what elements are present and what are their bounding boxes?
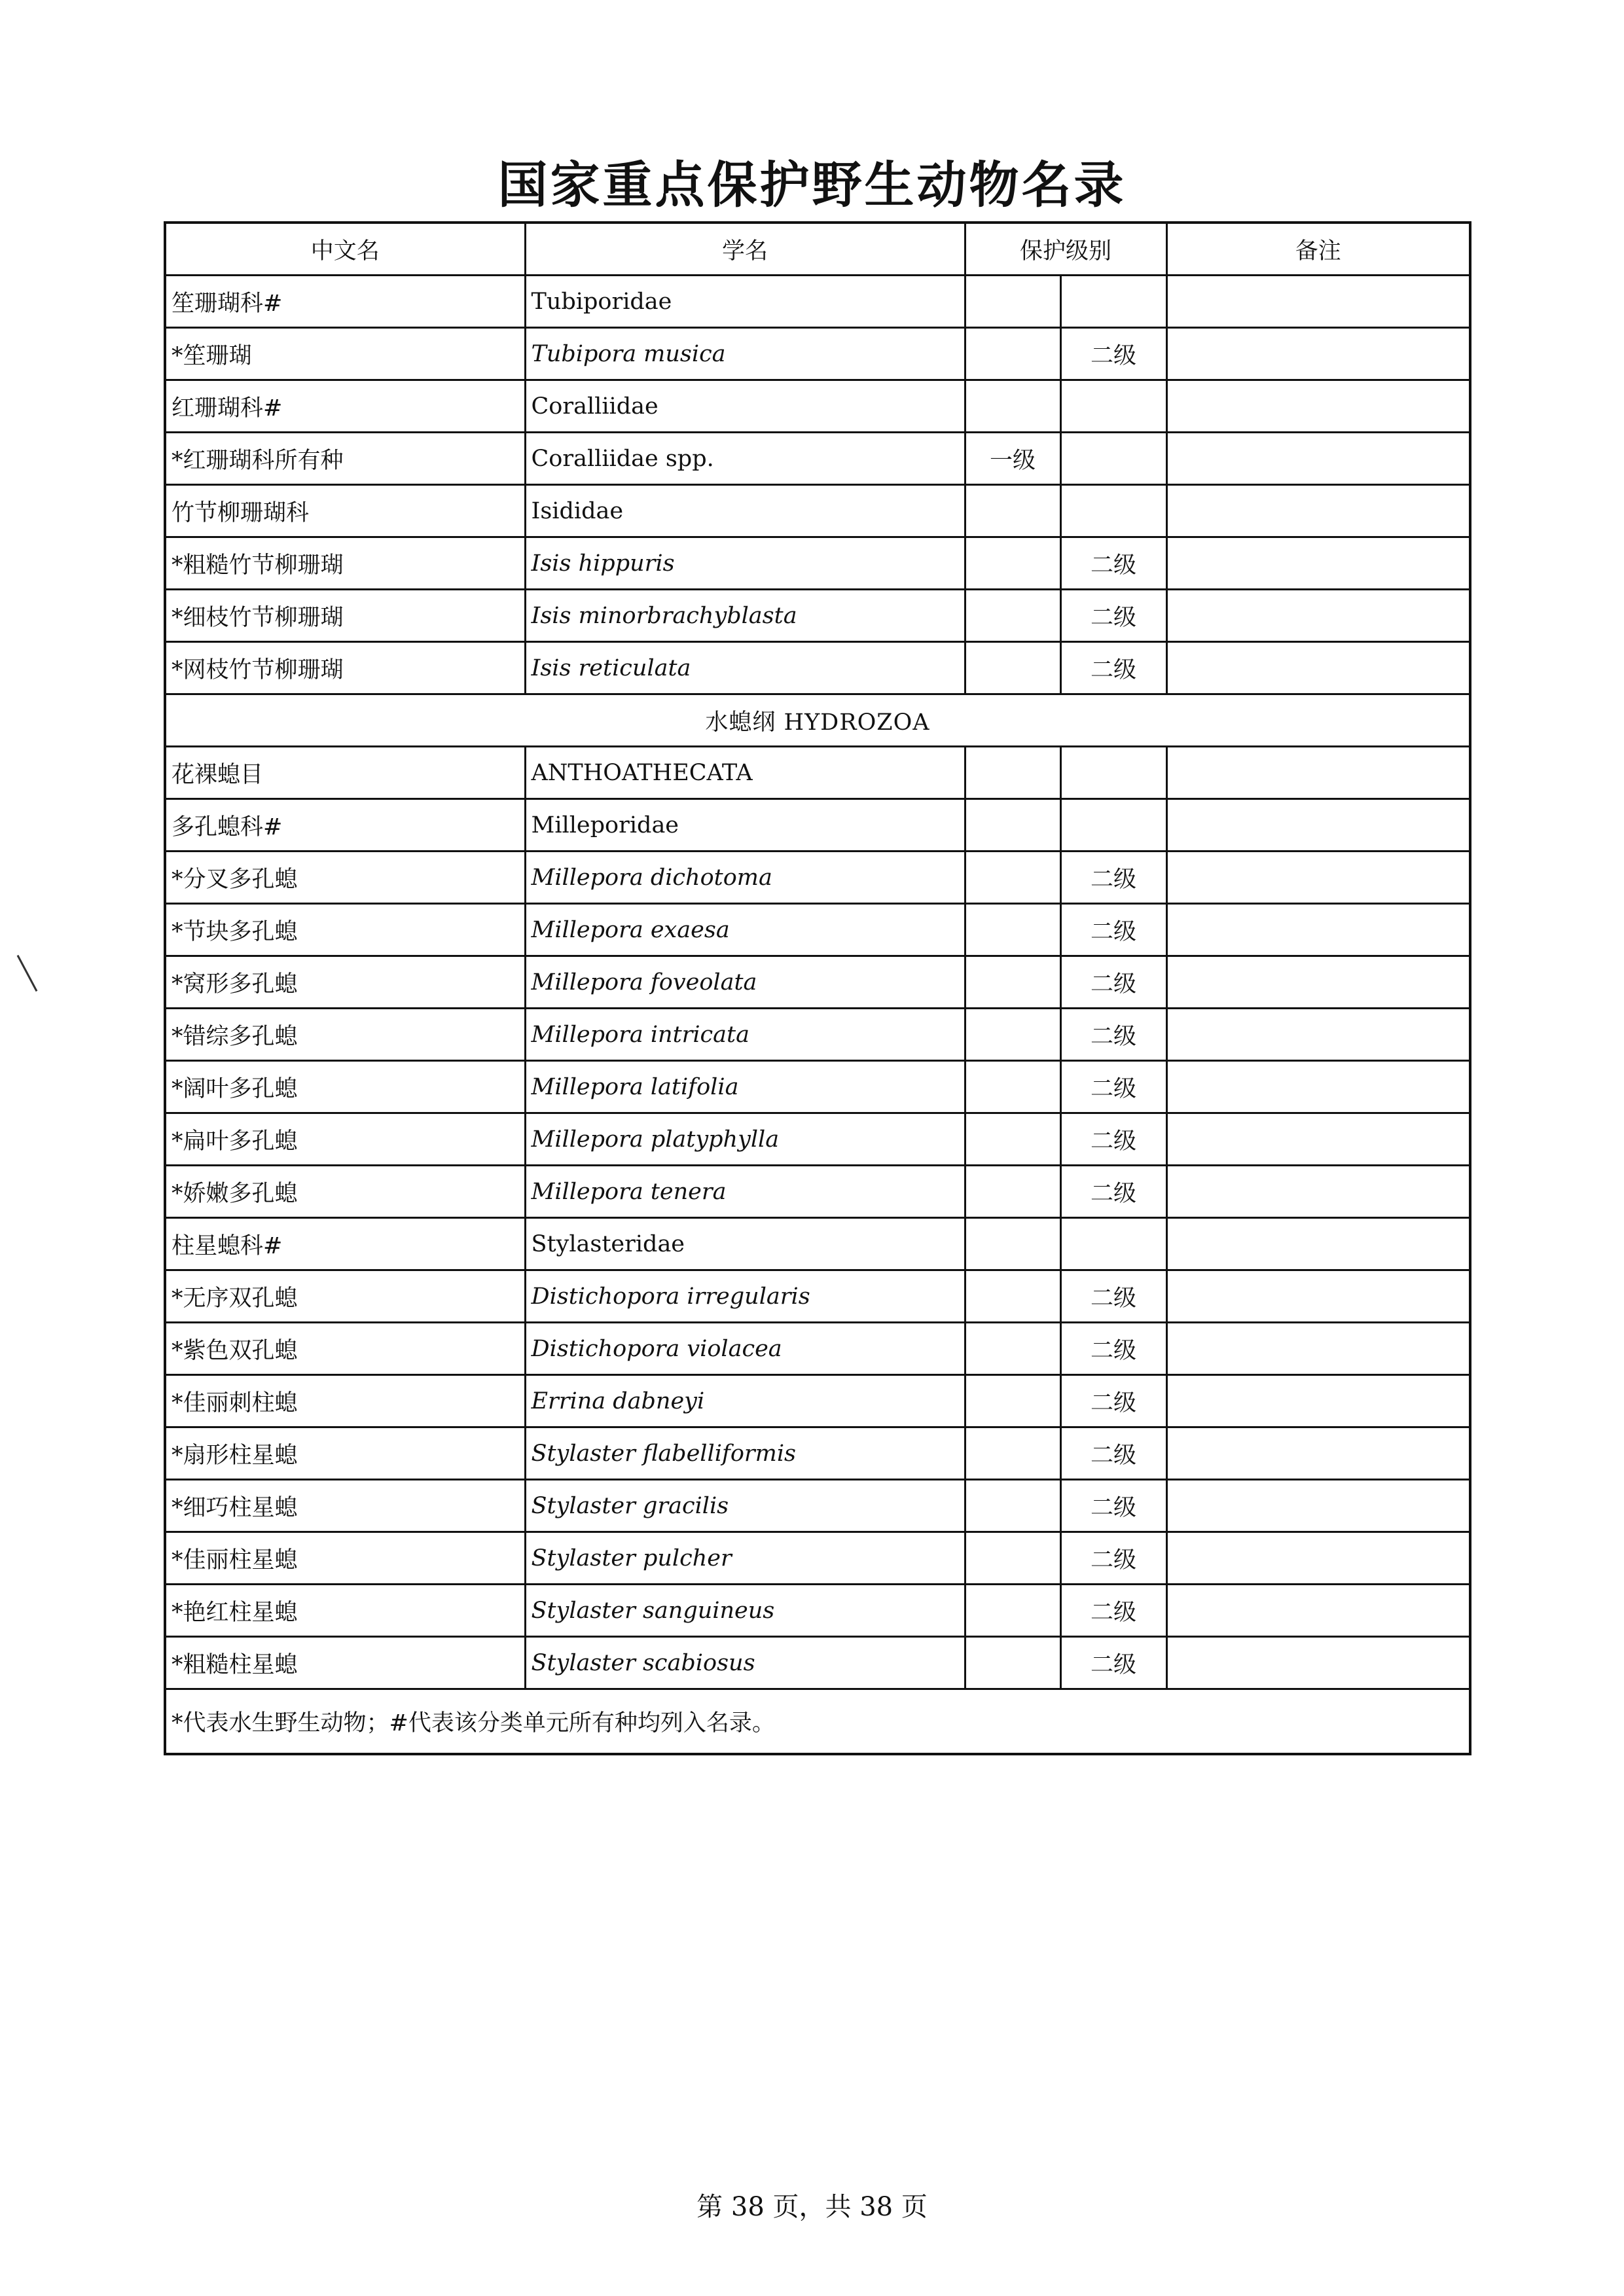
level-one-cell [965, 1637, 1060, 1689]
table-row [165, 1637, 1470, 1689]
level-two-cell: 二级 [1060, 1113, 1166, 1166]
chinese-name-cell: 笙珊瑚科# [165, 276, 525, 328]
level-two-cell: 二级 [1060, 328, 1166, 380]
level-one-cell [965, 1113, 1060, 1166]
chinese-name-cell: *网枝竹节柳珊瑚 [165, 642, 525, 694]
chinese-name-cell: 红珊瑚科# [165, 380, 525, 433]
level-two-cell: 二级 [1060, 1480, 1166, 1532]
level-one-cell [965, 537, 1060, 590]
table-row [165, 956, 1470, 1009]
table-row [165, 1585, 1470, 1637]
scientific-name-cell: ANTHOATHECATA [525, 747, 965, 799]
level-one-cell [965, 1427, 1060, 1480]
remarks-cell [1166, 1270, 1470, 1323]
species-list-table [164, 221, 1471, 1755]
remarks-cell [1166, 276, 1470, 328]
chinese-name-cell: *窝形多孔螅 [165, 956, 525, 1009]
level-two-cell [1060, 1218, 1166, 1270]
chinese-name-cell: *笙珊瑚 [165, 328, 525, 380]
level-one-cell [965, 485, 1060, 537]
header-protection-level: 保护级别 [965, 223, 1166, 276]
scientific-name-cell: Isis reticulata [525, 642, 965, 694]
footnote: *代表水生野生动物；#代表该分类单元所有种均列入名录。 [165, 1689, 1470, 1755]
remarks-cell [1166, 1532, 1470, 1585]
table-row [165, 328, 1470, 380]
chinese-name-cell: *佳丽刺柱螅 [165, 1375, 525, 1427]
level-one-cell: 一级 [965, 433, 1060, 485]
level-two-cell: 二级 [1060, 590, 1166, 642]
remarks-cell [1166, 537, 1470, 590]
level-two-cell: 二级 [1060, 1009, 1166, 1061]
table-row [165, 1166, 1470, 1218]
chinese-name-cell: *红珊瑚科所有种 [165, 433, 525, 485]
scientific-name-cell: Tubiporidae [525, 276, 965, 328]
level-two-cell: 二级 [1060, 1166, 1166, 1218]
level-one-cell [965, 1061, 1060, 1113]
level-one-cell [965, 1532, 1060, 1585]
header-scientific-name: 学名 [525, 223, 965, 276]
level-one-cell [965, 904, 1060, 956]
table-row [165, 1061, 1470, 1113]
level-one-cell [965, 380, 1060, 433]
chinese-name-cell: *扇形柱星螅 [165, 1427, 525, 1480]
table-row [165, 380, 1470, 433]
level-one-cell [965, 1009, 1060, 1061]
level-one-cell [965, 328, 1060, 380]
level-two-cell [1060, 485, 1166, 537]
table-body [165, 276, 1470, 1689]
remarks-cell [1166, 1113, 1470, 1166]
scientific-name-cell: Millepora platyphylla [525, 1113, 965, 1166]
chinese-name-cell: *细巧柱星螅 [165, 1480, 525, 1532]
scientific-name-cell: Distichopora irregularis [525, 1270, 965, 1323]
level-two-cell: 二级 [1060, 852, 1166, 904]
scientific-name-cell: Distichopora violacea [525, 1323, 965, 1375]
table-row [165, 433, 1470, 485]
table-row [165, 1375, 1470, 1427]
level-one-cell [965, 1585, 1060, 1637]
table-row [165, 642, 1470, 694]
scientific-name-cell: Stylaster scabiosus [525, 1637, 965, 1689]
remarks-cell [1166, 747, 1470, 799]
scientific-name-cell: Millepora latifolia [525, 1061, 965, 1113]
chinese-name-cell: *粗糙竹节柳珊瑚 [165, 537, 525, 590]
scientific-name-cell: Isis minorbrachyblasta [525, 590, 965, 642]
scientific-name-cell: Stylaster gracilis [525, 1480, 965, 1532]
chinese-name-cell: *粗糙柱星螅 [165, 1637, 525, 1689]
level-two-cell [1060, 433, 1166, 485]
table-row [165, 1270, 1470, 1323]
level-two-cell: 二级 [1060, 1375, 1166, 1427]
scientific-name-cell: Millepora exaesa [525, 904, 965, 956]
level-two-cell [1060, 799, 1166, 852]
scientific-name-cell: Stylaster flabelliformis [525, 1427, 965, 1480]
chinese-name-cell: *艳红柱星螅 [165, 1585, 525, 1637]
remarks-cell [1166, 1218, 1470, 1270]
table-row [165, 1480, 1470, 1532]
scientific-name-cell: Millepora foveolata [525, 956, 965, 1009]
level-one-cell [965, 276, 1060, 328]
level-one-cell [965, 642, 1060, 694]
table-row [165, 904, 1470, 956]
level-two-cell: 二级 [1060, 904, 1166, 956]
level-one-cell [965, 1375, 1060, 1427]
scientific-name-cell: Stylaster sanguineus [525, 1585, 965, 1637]
level-two-cell: 二级 [1060, 1323, 1166, 1375]
remarks-cell [1166, 1009, 1470, 1061]
chinese-name-cell: 柱星螅科# [165, 1218, 525, 1270]
scientific-name-cell: Coralliidae spp. [525, 433, 965, 485]
chinese-name-cell: 竹节柳珊瑚科 [165, 485, 525, 537]
table-row [165, 747, 1470, 799]
page-footer: 第 38 页，共 38 页 [696, 2192, 928, 2222]
remarks-cell [1166, 1427, 1470, 1480]
level-one-cell [965, 1323, 1060, 1375]
scientific-name-cell: Isis hippuris [525, 537, 965, 590]
table-row [165, 852, 1470, 904]
remarks-cell [1166, 1637, 1470, 1689]
chinese-name-cell: *扁叶多孔螅 [165, 1113, 525, 1166]
remarks-cell [1166, 642, 1470, 694]
remarks-cell [1166, 799, 1470, 852]
remarks-cell [1166, 852, 1470, 904]
table-row [165, 485, 1470, 537]
chinese-name-cell: *佳丽柱星螅 [165, 1532, 525, 1585]
section-heading: 水螅纲 HYDROZOA [165, 694, 1470, 747]
level-one-cell [965, 1166, 1060, 1218]
scientific-name-cell: Millepora dichotoma [525, 852, 965, 904]
level-two-cell: 二级 [1060, 1637, 1166, 1689]
table-row [165, 1323, 1470, 1375]
chinese-name-cell: 多孔螅科# [165, 799, 525, 852]
table-row [165, 1113, 1470, 1166]
level-two-cell: 二级 [1060, 1061, 1166, 1113]
table-row [165, 537, 1470, 590]
level-one-cell [965, 747, 1060, 799]
chinese-name-cell: *阔叶多孔螅 [165, 1061, 525, 1113]
level-two-cell: 二级 [1060, 1585, 1166, 1637]
level-one-cell [965, 956, 1060, 1009]
level-one-cell [965, 590, 1060, 642]
table-row [165, 1532, 1470, 1585]
chinese-name-cell: *节块多孔螅 [165, 904, 525, 956]
page-title: 国家重点保护野生动物名录 [497, 156, 1127, 214]
chinese-name-cell: *分叉多孔螅 [165, 852, 525, 904]
remarks-cell [1166, 904, 1470, 956]
level-one-cell [965, 1218, 1060, 1270]
level-two-cell [1060, 380, 1166, 433]
chinese-name-cell: *娇嫩多孔螅 [165, 1166, 525, 1218]
remarks-cell [1166, 1061, 1470, 1113]
level-two-cell: 二级 [1060, 1270, 1166, 1323]
section-row [165, 694, 1470, 747]
header-remarks: 备注 [1166, 223, 1470, 276]
chinese-name-cell: *无序双孔螅 [165, 1270, 525, 1323]
chinese-name-cell: *紫色双孔螅 [165, 1323, 525, 1375]
table-row [165, 590, 1470, 642]
level-two-cell [1060, 276, 1166, 328]
level-two-cell [1060, 747, 1166, 799]
table-header-row [165, 223, 1470, 276]
level-one-cell [965, 852, 1060, 904]
level-two-cell: 二级 [1060, 537, 1166, 590]
remarks-cell [1166, 328, 1470, 380]
scientific-name-cell: Isididae [525, 485, 965, 537]
chinese-name-cell: *细枝竹节柳珊瑚 [165, 590, 525, 642]
remarks-cell [1166, 1480, 1470, 1532]
scientific-name-cell: Stylasteridae [525, 1218, 965, 1270]
scientific-name-cell: Coralliidae [525, 380, 965, 433]
table-row [165, 1218, 1470, 1270]
chinese-name-cell: *错综多孔螅 [165, 1009, 525, 1061]
remarks-cell [1166, 1166, 1470, 1218]
level-two-cell: 二级 [1060, 1532, 1166, 1585]
level-one-cell [965, 1270, 1060, 1323]
scientific-name-cell: Stylaster pulcher [525, 1532, 965, 1585]
scientific-name-cell: Tubipora musica [525, 328, 965, 380]
remarks-cell [1166, 485, 1470, 537]
level-one-cell [965, 1480, 1060, 1532]
remarks-cell [1166, 590, 1470, 642]
remarks-cell [1166, 956, 1470, 1009]
table-row [165, 1427, 1470, 1480]
table-row [165, 1009, 1470, 1061]
footnote-row [165, 1689, 1470, 1755]
remarks-cell [1166, 1585, 1470, 1637]
scientific-name-cell: Errina dabneyi [525, 1375, 965, 1427]
remarks-cell [1166, 1375, 1470, 1427]
remarks-cell [1166, 380, 1470, 433]
remarks-cell [1166, 433, 1470, 485]
scientific-name-cell: Millepora intricata [525, 1009, 965, 1061]
level-two-cell: 二级 [1060, 642, 1166, 694]
table-row [165, 799, 1470, 852]
level-two-cell: 二级 [1060, 956, 1166, 1009]
scan-mark [17, 955, 38, 992]
level-two-cell: 二级 [1060, 1427, 1166, 1480]
remarks-cell [1166, 1323, 1470, 1375]
chinese-name-cell: 花裸螅目 [165, 747, 525, 799]
header-chinese-name: 中文名 [165, 223, 525, 276]
level-one-cell [965, 799, 1060, 852]
table-row [165, 276, 1470, 328]
scientific-name-cell: Milleporidae [525, 799, 965, 852]
scientific-name-cell: Millepora tenera [525, 1166, 965, 1218]
